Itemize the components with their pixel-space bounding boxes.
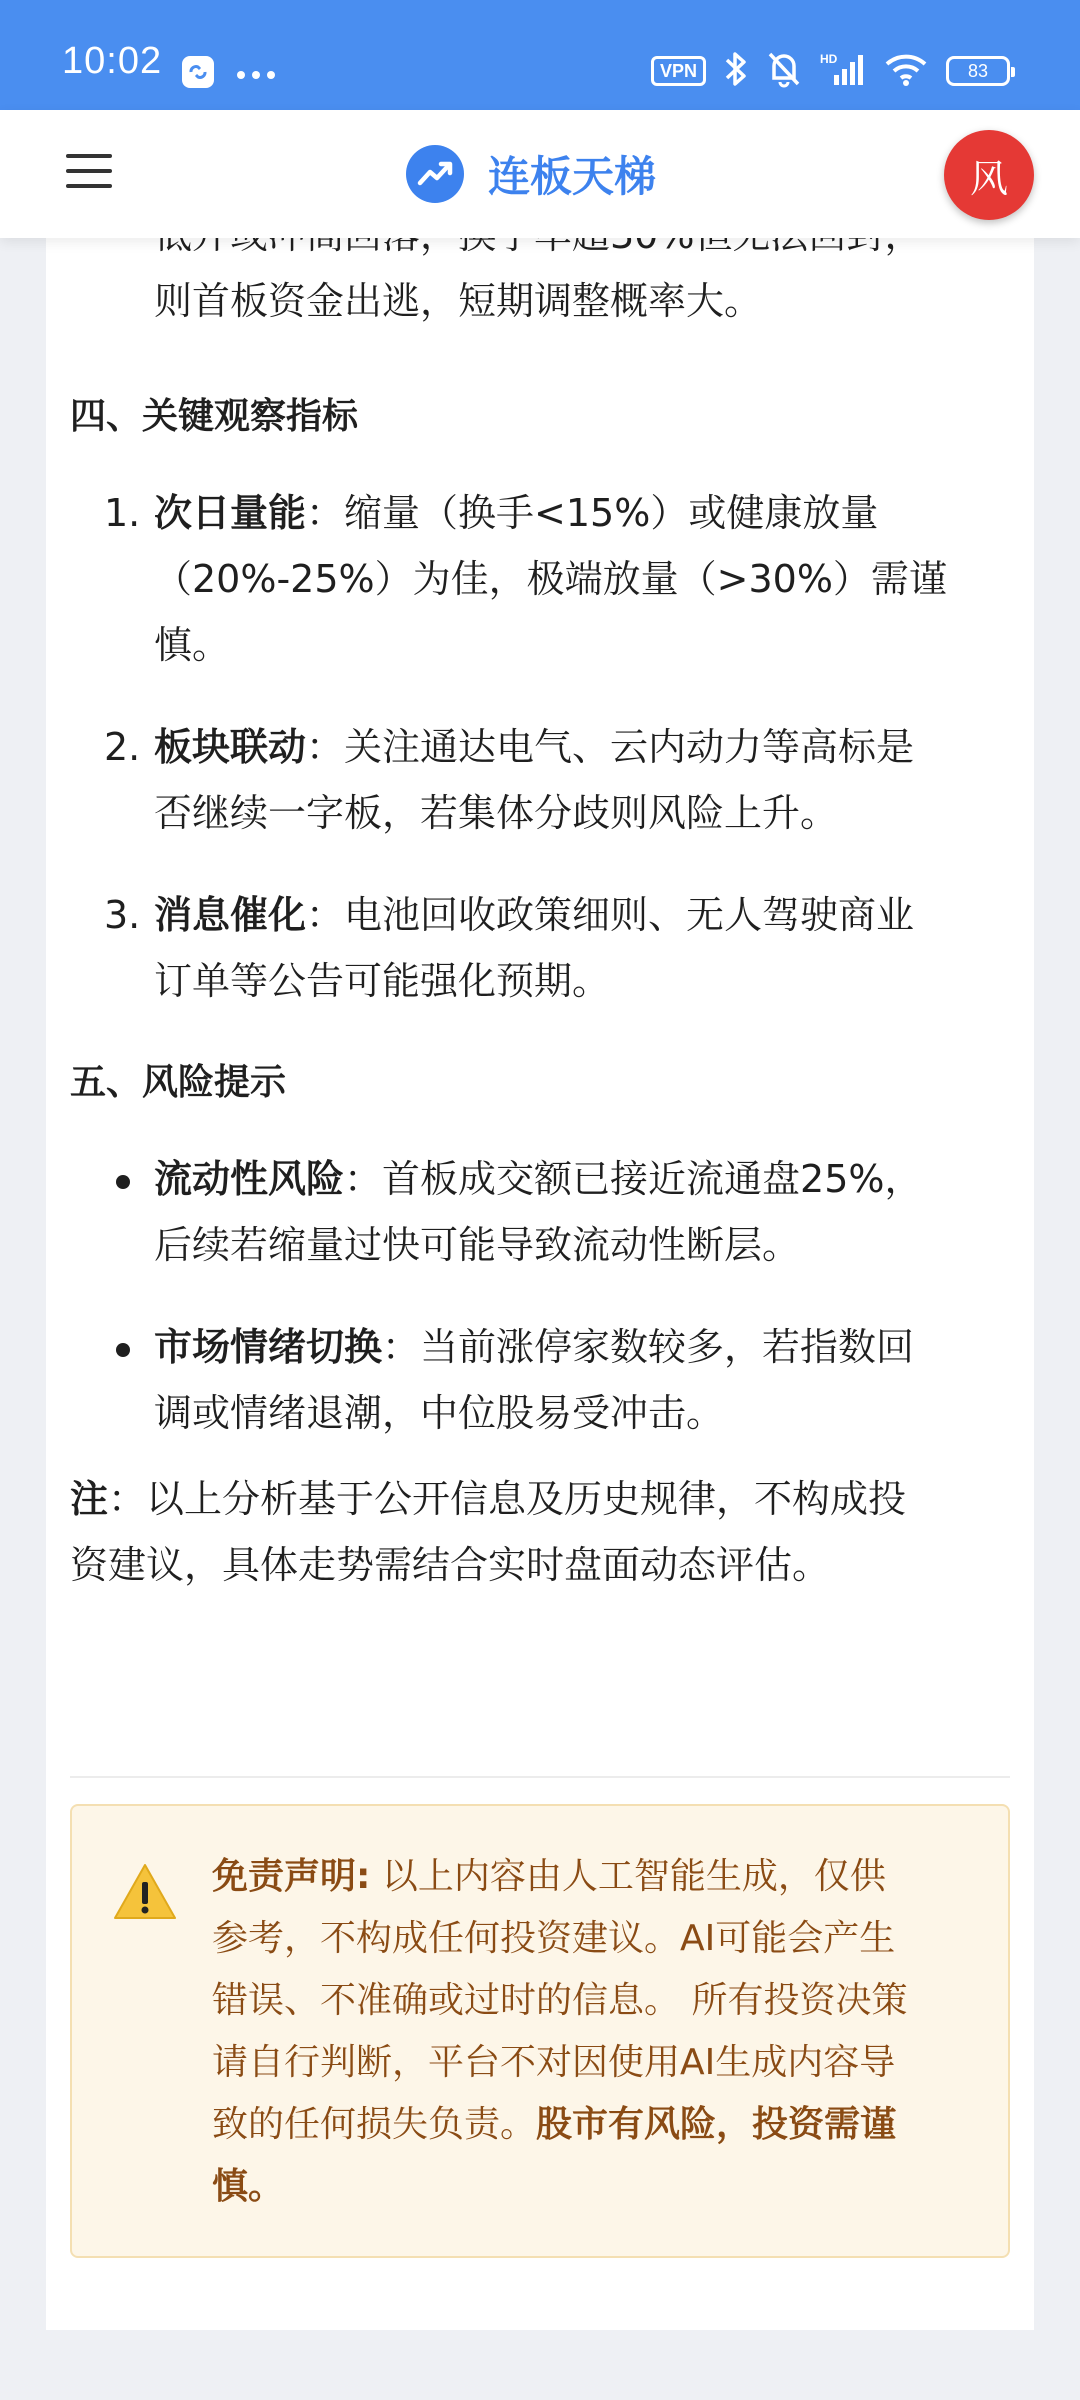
item-text: （20%-25%）为佳，极端放量（>30%）需谨	[154, 557, 947, 601]
avatar[interactable]: 风	[944, 130, 1034, 220]
bluetooth-icon	[724, 50, 748, 92]
menu-icon-bar	[66, 169, 112, 173]
signal-icon	[820, 51, 866, 91]
status-right-icons	[651, 50, 1010, 92]
app-header	[0, 110, 1080, 238]
section-heading-risks: 五、风险提示	[70, 1062, 287, 1103]
battery-indicator: 83	[946, 56, 1010, 86]
list-item	[70, 480, 1010, 678]
list-item	[70, 714, 1010, 846]
list-number: 1.	[104, 491, 141, 535]
indicator-list	[70, 480, 1010, 1014]
disclaimer-label: 免责声明:	[212, 1856, 371, 1897]
text-line: 则首板资金出逃，短期调整概率大。	[154, 279, 763, 323]
list-number: 2.	[104, 725, 141, 769]
item-text: 后续若缩量过快可能导致流动性断层。	[154, 1223, 801, 1267]
item-sep: ：	[382, 1325, 421, 1369]
item-text: 慎。	[154, 623, 231, 667]
item-text: 订单等公告可能强化预期。	[154, 959, 611, 1003]
item-title: 消息催化	[154, 893, 307, 937]
disclaimer-emphasis: 慎。	[212, 2166, 285, 2207]
warning-icon	[112, 1862, 178, 1942]
item-text: 调或情绪退潮，中位股易受冲击。	[154, 1391, 725, 1435]
mute-bell-icon	[766, 50, 802, 92]
list-item	[70, 1314, 1010, 1446]
note-sep: ：	[108, 1477, 147, 1521]
item-text: 缩量（换手<15%）或健康放量	[344, 491, 879, 535]
list-item	[70, 882, 1010, 1014]
trend-chart-icon	[406, 145, 464, 203]
item-sep: ：	[306, 725, 345, 769]
bullet-dot	[116, 1343, 130, 1357]
risk-list	[70, 1146, 1010, 1446]
item-text: 否继续一字板，若集体分歧则风险上升。	[154, 791, 839, 835]
bullet-dot	[116, 1175, 130, 1189]
list-item	[70, 1146, 1010, 1278]
note-text: 资建议，具体走势需结合实时盘面动态评估。	[70, 1543, 831, 1587]
list-number: 3.	[104, 893, 141, 937]
wifi-icon	[884, 52, 928, 90]
note-text: 以上分析基于公开信息及历史规律，不构成投	[146, 1477, 907, 1521]
item-text: 关注通达电气、云内动力等高标是	[344, 725, 915, 769]
link-app-icon	[180, 54, 216, 94]
menu-icon-bar	[66, 184, 112, 188]
section-heading-indicators: 四、关键观察指标	[70, 396, 359, 437]
item-title: 流动性风险	[154, 1157, 345, 1201]
vpn-badge: VPN	[651, 56, 706, 86]
disclaimer-box	[70, 1804, 1010, 2258]
note-label: 注	[70, 1477, 109, 1521]
menu-button[interactable]	[66, 154, 112, 194]
disclaimer-text: 请自行判断，平台不对因使用AI生成内容导	[212, 2042, 896, 2083]
item-text: 电池回收政策细则、无人驾驶商业	[344, 893, 915, 937]
analysis-card	[46, 180, 1034, 2330]
more-dots-icon	[236, 65, 276, 84]
disclaimer-text: 参考，不构成任何投资建议。AI可能会产生	[212, 1918, 896, 1959]
disclaimer-text: 以上内容由人工智能生成，仅供	[370, 1856, 886, 1897]
header-title-group	[406, 144, 656, 204]
svg-text:HD: HD	[820, 52, 838, 66]
item-text: 首板成交额已接近流通盘25%，	[382, 1157, 923, 1201]
menu-icon	[66, 154, 112, 158]
disclaimer-text: 错误、不准确或过时的信息。 所有投资决策	[212, 1980, 908, 2021]
status-bar	[0, 0, 1080, 110]
item-sep: ：	[306, 893, 345, 937]
disclaimer-text: 致的任何损失负责。	[212, 2104, 537, 2145]
item-sep: ：	[344, 1157, 383, 1201]
analysis-note	[70, 1466, 1010, 1598]
item-text: 当前涨停家数较多，若指数回	[420, 1325, 915, 1369]
status-time: 10:02	[62, 40, 163, 82]
divider	[70, 1776, 1010, 1778]
disclaimer-emphasis: 股市有风险，投资需谨	[536, 2104, 897, 2145]
status-left-icons	[180, 54, 276, 94]
item-sep: ：	[306, 491, 345, 535]
item-title: 市场情绪切换	[154, 1325, 383, 1369]
item-title: 板块联动	[154, 725, 307, 769]
item-title: 次日量能	[154, 491, 307, 535]
analysis-content	[46, 180, 1034, 1598]
page-title: 连板天梯	[488, 152, 657, 201]
